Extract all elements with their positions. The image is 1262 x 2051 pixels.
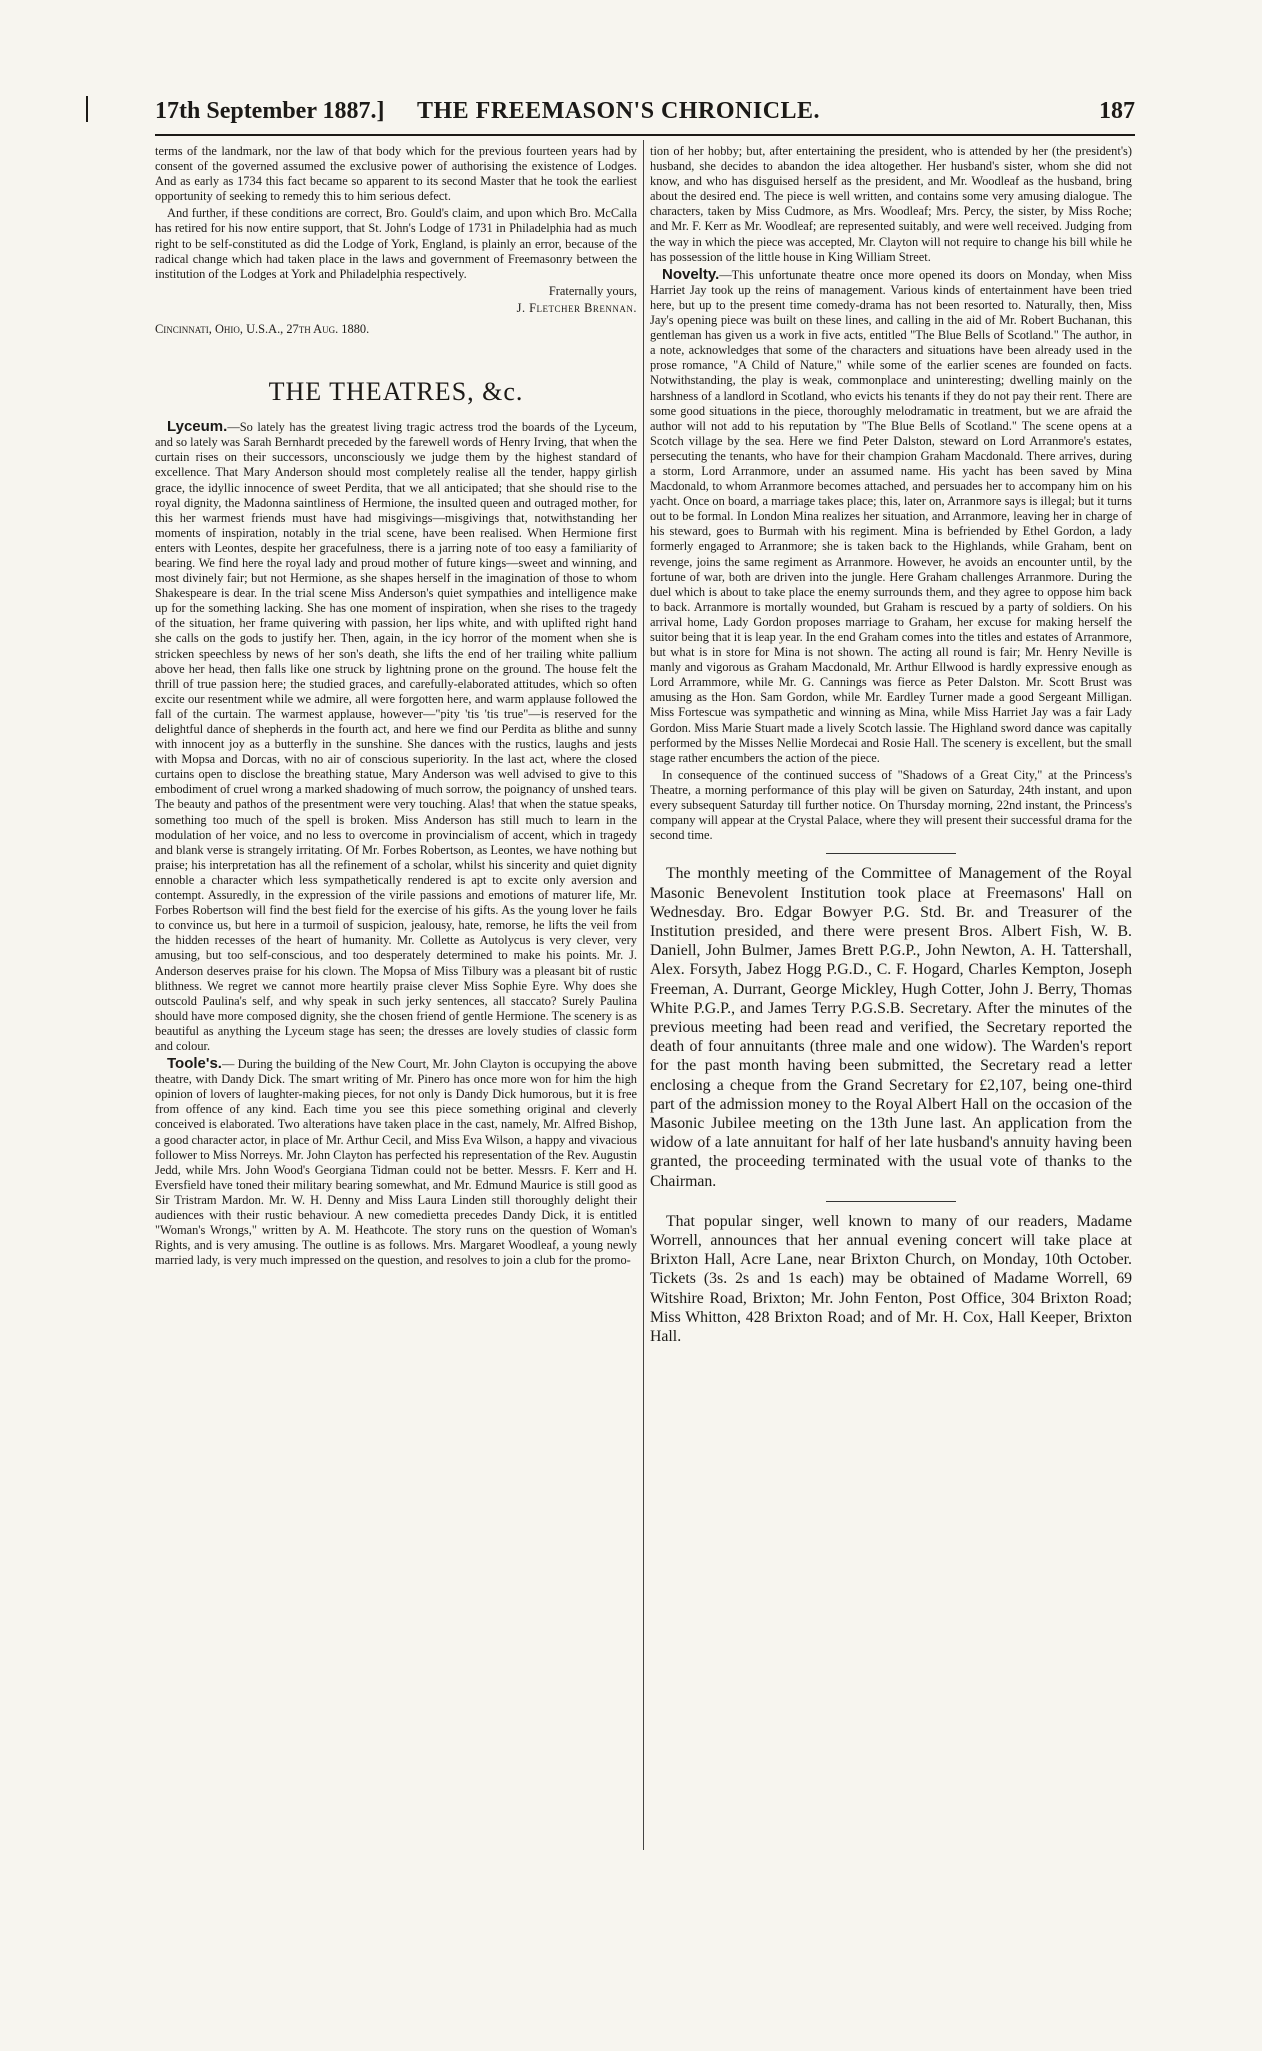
letter-paragraph: terms of the landmark, nor the law of that body which for the previous fourteen years had by consent of the governed assumed the exclusive power of authorising the existence of Lodges. And as early as 1734 this fact became so apparent to its second Master that he took the earliest opportunity of seeking to remedy this to him serious defect. (155, 144, 637, 204)
header-page-number: 187 (1099, 98, 1135, 124)
novelty-paragraph (650, 267, 1132, 766)
committee-paragraph: The monthly meeting of the Committee of Management of the Royal Masonic Benevolent Institution took place at Freemasons' Hall on Wednesday. Bro. Edgar Bowyer P.G. Std. Br. and Treasurer of the Institution presided, and there were present Bros. Albert Fish, W. B. Daniell, John Bulmer, James Brett P.G.P., John Newton, A. H. Tattershall, Alex. Forsyth, Jabez Hogg P.G.D., C. F. Hogard, Charles Kempton, Joseph Freeman, A. Durrant, George Mickley, Hugh Cotter, John J. Berry, Thomas White P.G.P., and James Terry P.G.S.B. Secretary. After the minutes of the previous meeting had been read and verified, the Secretary reported the death of four annuitants (three male and one widow). The Warden's report for the past month having been submitted, the Secretary read a letter enclosing a cheque from the Grand Secretary for £2,107, being one-third part of the admission money to the Royal Albert Hall on the occasion of the Masonic Jubilee meeting on the 13th June last. An application from the widow of a late annuitant for half of her late husband's annuity having been granted, the proceeding terminated with the usual vote of thanks to the Chairman. (650, 865, 1132, 1190)
worrell-paragraph: That popular singer, well known to many of our readers, Madame Worrell, announces that her annual evening concert will take place at Brixton Hall, Acre Lane, near Brixton Church, on Monday, 10th October. Tickets (3s. 2s and 1s each) may be obtained of Madame Worrell, 69 Witshire Road, Brixton; Mr. John Fenton, Post Office, 304 Brixton Road; Miss Whitton, 428 Brixton Road; and of Mr. H. Cox, Hall Keeper, Brixton Hall. (650, 1212, 1132, 1345)
divider-rule (826, 853, 956, 854)
letter-paragraph: And further, if these conditions are correct, Bro. Gould's claim, and upon which Bro. McCalla has retired for his now entire support, that St. John's Lodge of 1731 in Philadelphia had as much right to be self-constituted as did the Lodge of York, England, is plainly an error, because of the radical change which had taken place in the laws and government of Freemasonry between the institution of the Lodges at York and Philadelphia respectively. (155, 206, 637, 281)
toole-text: — During the building of the New Court, Mr. John Clayton is occupying the above theatre, with Dandy Dick. The smart writing of Mr. Pinero has once more won for him the high opinion of lovers of laughter-making pieces, for not only is Dandy Dick humorous, but it is free from offence of any kind. Each time you see this piece something original and cleverly conceived is elaborated. Two alterations have taken place in the cast, namely, Mr. Alfred Bishop, a good character actor, in place of Mr. Arthur Cecil, and Miss Eva Wilson, a happy and vivacious follower to Miss Norreys. Mr. John Clayton has perfected his representation of the Rev. Augustin Jedd, while Mrs. John Wood's Georgiana Tidman could not be better. Messrs. F. Kerr and H. Eversfield have toned their military bearing somewhat, and Mr. Edmund Maurice is still good as Sir Tristram Mardon. Mr. W. H. Denny and Miss Laura Linden still thoroughly delight their audiences with their rustic behaviour. A new comedietta precedes Dandy Dick, it is entitled "Woman's Wrongs," written by A. M. Heathcote. The story runs on the question of Woman's Rights, and is very amusing. The outline is as follows. Mrs. Margaret Woodleaf, a young newly married lady, is very much impressed on the question, and resolves to join a club for the promo- (155, 1057, 637, 1268)
margin-mark (86, 96, 88, 122)
header-title: THE FREEMASON'S CHRONICLE. (417, 98, 821, 124)
committee-article (650, 864, 1132, 1190)
toole-continuation: tion of her hobby; but, after entertaining the president, who is attended by her (the president's) husband, she decides to abandon the idea altogether. Her husband's sister, whom she did not know, and who has disguised herself as the president, and Mr. Woodleaf as the husband, bring about the desired end. The piece is well written, and contains some very amusing dialogue. The characters, taken by Miss Cudmore, as Mrs. Woodleaf; Mrs. Percy, the sister, by Miss Roche; and Mr. F. Kerr as Mr. Woodleaf; are represented suitably, and were well received. Judging from the way in which the piece was accepted, Mr. Clayton will not require to change his bill while he has possession of the little house in King William Street. (650, 144, 1132, 264)
novelty-lead: Novelty. (662, 265, 720, 283)
right-column (650, 144, 1132, 2011)
lyceum-paragraph (155, 419, 637, 1054)
princess-paragraph: In consequence of the continued success of "Shadows of a Great City," at the Princess's Theatre, a morning performance of this play will be given on Saturday, 24th instant, and upon every subsequent Saturday till further notice. On Thursday morning, 22nd instant, the Princess's company will appear at the Crystal Palace, where they will present their successful drama for the second time. (650, 767, 1132, 843)
page-header (155, 98, 1135, 134)
toole-lead: Toole's. (167, 1055, 222, 1073)
section-title: THE THEATRES, &c. (268, 377, 524, 407)
toole-paragraph (155, 1056, 637, 1268)
letter-signoff: Fraternally yours, (548, 283, 637, 298)
column-divider (643, 140, 644, 1850)
novelty-text: —This unfortunate theatre once more opened its doors on Monday, when Miss Harriet Jay took up the reins of management. Various kinds of entertainment have been tried here, but up to the present time comedy-drama has not been resorted to. Naturally, then, Miss Jay's opening piece was built on these lines, and calling in the aid of Mr. Robert Buchanan, this gentleman has given us a work in five acts, entitled "The Blue Bells of Scotland." The author, in a note, acknowledges that some of the characters and situations have been already used in the prose romance, "A Child of Nature," while some of the earlier scenes are founded on facts. Notwithstanding, the play is weak, commonplace and uninteresting; dwelling mainly on the harshness of a landlord in Scotland, who evicts his tenants if they do not pay their rent. There are some good situations in the piece, thoroughly melodramatic in treatment, but we are afraid the author will not add to his reputation by "The Blue Bells of Scotland." The scene opens at a Scotch village by the sea. Here we find Peter Dalston, steward on Lord Arranmore's estates, persecuting the tenants, who have for their champion Graham Macdonald. There arrives, during a storm, Lord Arranmore, under an assumed name. His yacht has been saved by Mina Macdonald, to whom Arranmore becomes attached, and persuades her to accompany him on his yacht. Once on board, a marriage takes place; this, later on, Arranmore says is illegal; but it turns out to be formal. In London Mina realizes her situation, and Arranmore, leaving her in charge of his steward, goes to Burmah with his regiment. Mina is befriended by Ethel Gordon, a lady formerly engaged to Arranmore; she is taken back to the Highlands, while Graham, bent on revenge, joins the same regiment as Arranmore. However, he avoids an encounter until, by the fortune of war, both are driven into the jungle. Here Graham challenges Arranmore. During the duel which is about to take place the enemy surrounds them, and they agree to oppose him back to back. Arranmore is mortally wounded, but Graham is rescued by a party of soldiers. On his arrival home, Lady Gordon proposes marriage to Graham, her excuse for making herself the suitor being that it is leap year. In the end Graham comes into the titles and estates of Arranmore, but what is in store for Mina is not shown. The acting all round is fair; Mr. Henry Neville is manly and vigorous as Graham Macdonald, Mr. Arthur Ellwood is hardly expressive enough as Lord Arrammore, while Mr. G. Cannings was fierce as Peter Dalston. Mr. Scott Brust was amusing as the Hon. Sam Gordon, while Mr. Eardley Turner made a good Sergeant Milligan. Miss Fortescue was sympathetic and winning as Mina, while Miss Harriet Jay was a fair Lady Gordon. Miss Marie Stuart made a lively Scotch lassie. The Highland sword dance was capitally performed by the Misses Nellie Mordecai and Rosie Hall. The scenery is excellent, but the small stage rather encumbers the action of the piece. (650, 267, 1132, 765)
letter-place-date: Cincinnati, Ohio, U.S.A., 27th Aug. 1880. (155, 322, 370, 337)
divider-rule (826, 1201, 956, 1202)
header-date: 17th September 1887.] (155, 98, 385, 124)
worrell-article (650, 1212, 1132, 1346)
header-rule (155, 134, 1135, 136)
lyceum-text: —So lately has the greatest living tragic actress trod the boards of the Lyceum, and so lately was Sarah Bernhardt preceded by the farewell words of Henry Irving, that when the curtain rises on their successors, unconsciously we judge them by the highest standard of excellence. That Mary Anderson should most completely realise all the tender, happy girlish grace, the idyllic innocence of sweet Perdita, that we all anticipated; that she should rise to the royal dignity, the Madonna saintliness of Hermione, the insulted queen and outraged mother, for this her warmest friends must have had misgivings—misgivings that, notwithstanding her moments of inspiration, notably in the trial scene, have been realised. When Hermione first enters with Leontes, despite her gracefulness, there is a jarring note of too easy a familiarity of bearing. We find here the royal lady and proud mother of future kings—sweet and winning, and most divinely fair; but not Hermione, as she shapes herself in the imagination of those to whom Shakespeare is dear. In the trial scene Miss Anderson's quiet sympathies and intelligence make up for the something lacking. She has one moment of inspiration, when she rises to the tragedy of the situation, her frame quivering with passion, her lips white, and with uplifted right hand she calls on the gods to justify her. Then, again, in the icy horror of the moment when she is stricken speechless by news of her son's death, she lifts the end of her trailing white pallium above her head, then falls like one struck by lightning prone on the ground. The house felt the thrill of true passion here; the studied graces, and carefully-elaborated attitudes, which so often excite our resentment while we admire, all were forgotten here, and warm applause followed the fall of the curtain. The warmest applause, however—"pity 'tis 'tis true"—is reserved for the delightful dance of shepherds in the fourth act, and here we find our Perdita as blithe and sunny with innocent joy as a butterfly in the sunshine. She dances with the rustics, laughs and jests with Mopsa and Dorcas, with no air of conscious superiority. In the last act, where the closed curtains open to disclose the breathing statue, Mary Anderson was well advised to give to this embodiment of cruel wrong a marked shadowing of much sorrow, the poignancy of unshed tears. The beauty and pathos of the presentment were very touching. Alas! that when the statue speaks, something too much of the spell is broken. Miss Anderson has still much to learn in the modulation of her voice, and no less to overcome in provincialism of accent, which in tragedy and blank verse is strangely irritating. Of Mr. Forbes Robertson, as Leontes, we have nothing but praise; his interpretation has all the refinement of a scholar, whilst his sincerity and quiet dignity ennoble a character which less sympathetically rendered is apt to excite only aversion and contempt. Assuredly, in the expression of the virile passions and emotions of maturer life, Mr. Forbes Robertson will find the best field for the exercise of his gifts. As the young lover he fails to convince us, but here in a turmoil of suspicion, jealousy, hate, remorse, he lifts the veil from the hidden recesses of the heart of humanity. Mr. Collette as Autolycus is very clever, very amusing, but too self-conscious, and too desperately determined to make his points. Mr. J. Anderson deserves praise for his clown. The Mopsa of Miss Tilbury was a pleasant bit of rustic blithness. We regret we cannot more heartily praise clever Miss Sophie Eyre. Why does she outscold Paulina's self, and why speak in such jerky sentences, all staccato? Surely Paulina should have more composed dignity, she the chosen friend of gentle Hermione. The scenery is as beautiful as anything the Lyceum stage has seen; the dresses are lovely studies of classic form and colour. (155, 420, 637, 1053)
lyceum-lead: Lyceum. (167, 418, 228, 436)
left-column (155, 144, 637, 2011)
letter-signature: J. Fletcher Brennan. (516, 300, 637, 315)
